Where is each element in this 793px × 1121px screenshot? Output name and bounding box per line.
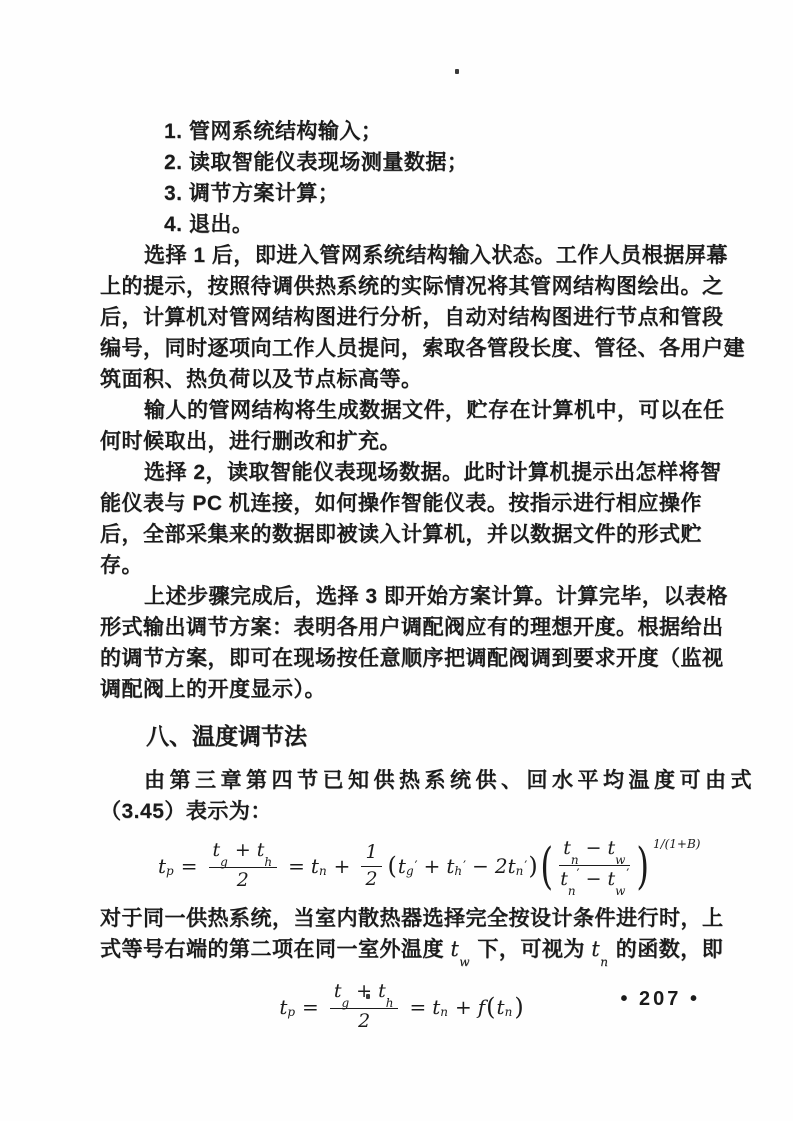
plus-sign: + [333, 854, 351, 878]
math-var: t [158, 854, 167, 878]
paragraph-line-inline-math: 式等号右端的第二项在同一室外温度 $t_w$ 下，可视为 $t_n$ 的函数，即 [100, 937, 724, 970]
fraction-denominator: 2 [236, 868, 249, 891]
paragraph-line: 上述步骤完成后，选择 3 即开始方案计算。计算完毕，以表格 [144, 585, 728, 608]
math-var: t [432, 995, 441, 1020]
big-open-paren: ( [540, 836, 553, 895]
close-paren: ) [514, 993, 524, 1022]
math-function: f [477, 995, 486, 1020]
paragraph-line: 由第三章第四节已知供热系统供、回水平均温度可由式 [144, 769, 756, 792]
paragraph-1 [100, 240, 745, 395]
paragraph-line: 编号，同时逐项向工作人员提问，索取各管段长度、管径、各用户建 [100, 337, 745, 360]
page-number: • 207 • [620, 988, 700, 1010]
paragraph-line: 选择 2，读取智能仪表现场数据。此时计算机提示出怎样将智 [144, 461, 722, 484]
paragraph-line: 后，计算机对管网结构图进行分析，自动对结构图进行节点和管段 [100, 306, 724, 329]
list-item: 3. 调节方案计算； [164, 182, 340, 205]
paragraph-line: 输人的管网结构将生成数据文件，贮存在计算机中，可以在任 [144, 399, 725, 422]
list-item: 2. 读取智能仪表现场测量数据； [164, 151, 469, 174]
scan-speck [455, 69, 459, 74]
paragraph-line: 存。 [100, 554, 143, 577]
equals-sign: = [288, 854, 305, 878]
formula-tp-function-of-tn: t $_p$ = $\frac{t_g+ t_h}{2}$ = t $_n$ + f ( t $_n$ ) [279, 980, 524, 1033]
fraction-denominator: $t_n' - t_w'$ [560, 867, 630, 898]
equals-sign: = [180, 854, 198, 878]
formula-supply-return-avg-temp: t $_p$ = $\frac{t_g+ t_h}{2}$ = t $_n$ + $\frac{1}{2}$ ( t $_g$ ′ + t $_h$ ′ − 2t $_n$ ′ ) ( $\frac{t_n- t_w}{t_n' - t_w'}$ ) $^{1/(1+B)}$ [158, 836, 701, 898]
math-var: t [591, 937, 601, 961]
plus-sign: + [454, 995, 472, 1020]
fraction-numerator: $t_n- t_w$ [559, 838, 630, 866]
math-sub: n [318, 864, 327, 878]
big-close-paren: ) [636, 836, 650, 895]
paragraph-line: 筑面积、热负荷以及节点标高等。 [100, 368, 423, 391]
paragraph-4 [100, 581, 728, 705]
paragraph-line: 选择 1 后，即进入管网系统结构输入状态。工作人员根据屏幕 [144, 244, 728, 267]
math-var: t [450, 937, 460, 961]
fraction [330, 981, 399, 1032]
prime-mark: ′ [524, 858, 528, 874]
math-sub: w [459, 955, 471, 970]
close-paren: ) [528, 852, 538, 880]
paragraph-line: （3.45）表示为： [100, 800, 272, 823]
list-item: 1. 管网系统结构输入； [164, 120, 383, 143]
math-sub: n [600, 955, 609, 970]
paragraph-5 [100, 765, 756, 827]
paragraph-line: 的调节方案，即可在现场按任意顺序把调配阀调到要求开度（监视 [100, 647, 724, 670]
minus-sign: − [472, 854, 489, 878]
paragraph-line: 何时候取出，进行删改和扩充。 [100, 430, 401, 453]
fraction-numerator: $t_g+ t_h$ [209, 840, 278, 868]
exponent: 1/(1+B) [652, 837, 701, 851]
paragraph-3 [100, 457, 722, 581]
open-paren: ( [486, 993, 496, 1022]
paragraph-line: 上的提示，按照待调供热系统的实际情况将其管网结构图绘出。之 [100, 275, 724, 298]
math-sub: p [287, 1005, 296, 1020]
paragraph-6 [100, 903, 724, 973]
paragraph-line: 对于同一供热系统，当室内散热器选择完全按设计条件进行时，上 [100, 907, 724, 930]
paragraph-line: 形式输出调节方案：表明各用户调配阀应有的理想开度。根据给出 [100, 616, 724, 639]
text-column [100, 116, 756, 1039]
math-sub: n [440, 1005, 448, 1020]
fraction-one-half: $\frac{1}{2}$ [361, 842, 381, 891]
list-item: 4. 退出。 [164, 213, 254, 236]
math-var: t [310, 854, 319, 878]
paragraph-line: 调配阀上的开度显示）。 [100, 678, 326, 701]
menu-options-list [100, 116, 704, 240]
open-paren: ( [387, 852, 397, 880]
fraction-denominator: 2 [358, 1010, 371, 1033]
fraction-numerator: $t_g+ t_h$ [330, 981, 399, 1009]
fraction [209, 840, 278, 891]
paragraph-2 [100, 395, 725, 457]
prime-mark: ′ [414, 858, 418, 874]
math-var: t [279, 995, 288, 1020]
paragraph-line: 能仪表与 PC 机连接，如何操作智能仪表。按指示进行相应操作 [100, 492, 702, 515]
paragraph-line: 后，全部采集来的数据即被读入计算机，并以数据文件的形式贮 [100, 523, 702, 546]
section-heading: 八、温度调节法 [146, 723, 307, 749]
equals-sign: = [409, 995, 427, 1020]
math-sub: p [166, 864, 174, 878]
equals-sign: = [302, 995, 319, 1020]
prime-mark: ′ [463, 858, 467, 874]
fraction [559, 837, 630, 898]
